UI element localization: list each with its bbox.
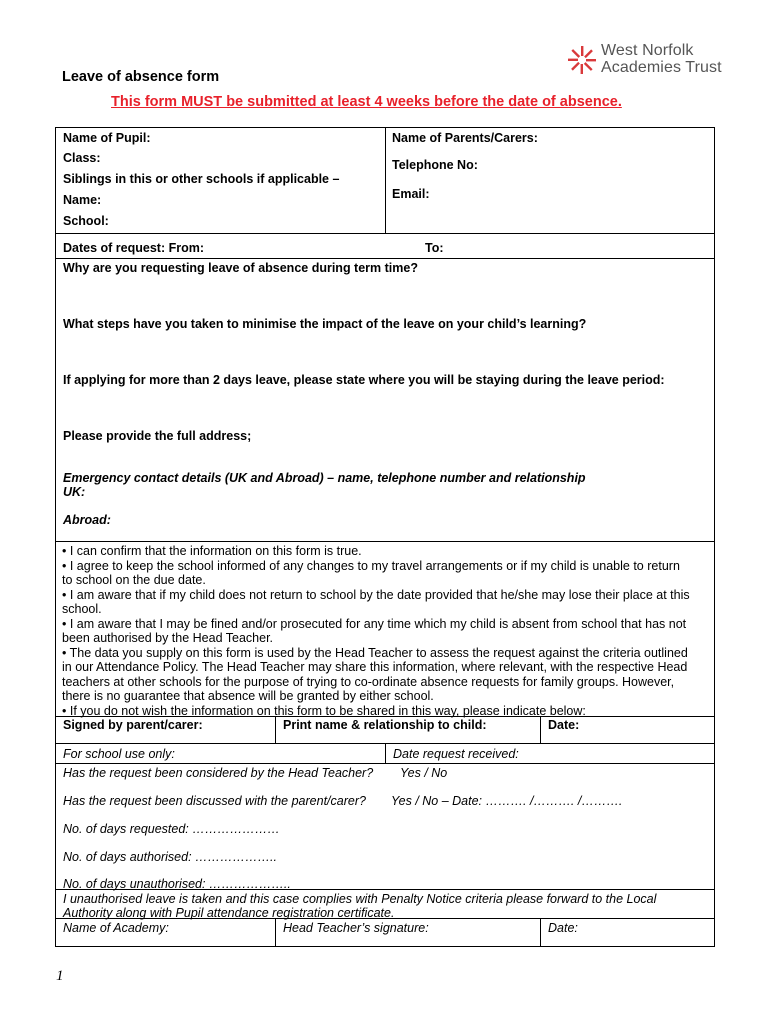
declaration-line: there is no guarantee that absence will be granted by either school. [62, 689, 434, 703]
considered-question: Has the request been considered by the Head Teacher? [63, 766, 374, 780]
considered-answer: Yes / No [400, 766, 448, 780]
page-number: 1 [56, 968, 64, 984]
head-signature-label: Head Teacher’s signature: [283, 921, 429, 935]
divider [385, 743, 386, 764]
abroad-contact-label: Abroad: [63, 513, 111, 527]
dates-to-label: To: [425, 241, 444, 255]
unauthorised-note-line-1: I unauthorised leave is taken and this case complies with Penalty Notice criteria please forward to the Local [63, 892, 657, 906]
declaration-line: to school on the due date. [62, 573, 206, 587]
declaration-line: in our Attendance Policy. The Head Teacher may share this information, where relevant, with the respective Head [62, 660, 688, 674]
telephone-label: Telephone No: [392, 158, 478, 172]
why-question: Why are you requesting leave of absence during term time? [63, 261, 418, 275]
class-label: Class: [63, 151, 101, 165]
emergency-contact-label: Emergency contact details (UK and Abroad) – name, telephone number and relationship [63, 471, 586, 485]
declaration-line: teachers at other schools for the purpose of trying to co-ordinate absence requests for family groups. However, [62, 674, 675, 689]
signature-date-label: Date: [548, 718, 580, 732]
email-label: Email: [392, 187, 430, 201]
logo-star-mark-icon [566, 44, 598, 76]
siblings-label: Siblings in this or other schools if applicable – [63, 172, 340, 186]
logo-line-2: Academies Trust [601, 59, 722, 76]
parents-name-label: Name of Parents/Carers: [392, 131, 538, 145]
declaration-line: • I am aware that if my child does not return to school by the date provided that he/she may lose their place at this [62, 587, 690, 602]
sibling-name-label: Name: [63, 193, 102, 207]
head-date-label: Date: [548, 921, 578, 935]
discussed-question: Has the request been discussed with the parent/carer? [63, 794, 366, 808]
unauthorised-note-line-2: Authority along with Pupil attendance registration certificate. [63, 906, 395, 920]
uk-contact-label: UK: [63, 485, 86, 499]
divider [55, 541, 715, 542]
divider [55, 763, 715, 764]
divider [540, 918, 541, 947]
divider [275, 716, 276, 744]
divider [55, 258, 715, 259]
steps-question: What steps have you taken to minimise the impact of the leave on your child’s learning? [63, 317, 587, 331]
form-title: Leave of absence form [62, 69, 220, 85]
staying-question: If applying for more than 2 days leave, please state where you will be staying during the leave period: [63, 373, 665, 387]
address-question: Please provide the full address; [63, 429, 252, 443]
logo-line-1: West Norfolk [601, 42, 694, 59]
days-authorised-label: No. of days authorised: ……………….. [63, 850, 277, 864]
signed-by-label: Signed by parent/carer: [63, 718, 203, 732]
divider [55, 233, 715, 234]
days-unauthorised-label: No. of days unauthorised: ……………….. [63, 877, 291, 891]
divider [55, 127, 56, 947]
divider [714, 127, 715, 947]
name-of-pupil-label: Name of Pupil: [63, 131, 151, 145]
date-received-label: Date request received: [393, 747, 519, 761]
declaration-line: • The data you supply on this form is used by the Head Teacher to assess the request against the criteria outlined [62, 645, 688, 660]
submission-notice: This form MUST be submitted at least 4 weeks before the date of absence. [111, 94, 622, 110]
academy-name-label: Name of Academy: [63, 921, 169, 935]
school-label: School: [63, 214, 109, 228]
declaration-line: • I agree to keep the school informed of any changes to my travel arrangements or if my child is unable to return [62, 558, 680, 573]
school-use-heading: For school use only: [63, 747, 175, 761]
declaration-line: • I am aware that I may be fined and/or prosecuted for any time which my child is absent from school that has not [62, 616, 687, 631]
declaration-line: • I can confirm that the information on this form is true. [62, 544, 362, 558]
discussed-answer: Yes / No – Date: ………. /………. /………. [391, 794, 623, 808]
declaration-line: school. [62, 602, 102, 616]
divider [55, 946, 715, 947]
divider [540, 716, 541, 744]
declaration-line: • If you do not wish the information on this form to be shared in this way, please indicate below: [62, 703, 586, 718]
divider [385, 127, 386, 233]
days-requested-label: No. of days requested: ………………… [63, 822, 280, 836]
declaration-line: been authorised by the Head Teacher. [62, 631, 274, 645]
divider [275, 918, 276, 947]
dates-from-label: Dates of request: From: [63, 241, 204, 255]
print-name-label: Print name & relationship to child: [283, 718, 487, 732]
